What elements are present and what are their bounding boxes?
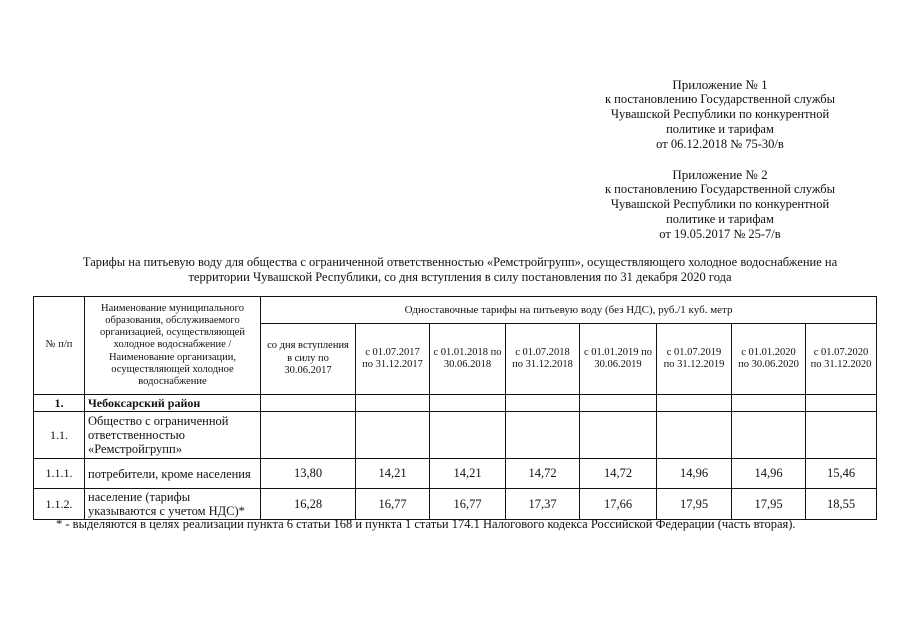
document-title-line: Тарифы на питьевую воду для общества с ограниченной ответственностью «Ремстройгрупп», осуществляющего холодное водоснабжение на bbox=[82, 255, 838, 269]
tariff-value: 14,72 bbox=[506, 459, 580, 489]
table-row-organization bbox=[34, 412, 877, 459]
tariff-value: 14,21 bbox=[356, 459, 430, 489]
annex-2-number: Приложение № 2 bbox=[672, 167, 768, 182]
header-period: с 01.07.2019 по 31.12.2019 bbox=[657, 324, 732, 395]
tariff-value: 13,80 bbox=[261, 459, 356, 489]
annex-2-line: Чувашской Республики по конкурентной bbox=[610, 197, 830, 211]
header-organization-name: Наименование муниципального образования, обслуживаемого организацией, осуществляющей холодное водоснабжение / Наименование организации, осуществляющей холодное водоснабжение bbox=[85, 297, 261, 395]
organization-name: Общество с ограниченной ответственностью «Ремстройгрупп» bbox=[85, 412, 261, 459]
header-period: с 01.07.2017 по 31.12.2017 bbox=[356, 324, 430, 395]
document-title-line: территории Чувашской Республики, со дня вступления в силу постановления по 31 декабря 2020 года bbox=[188, 270, 732, 284]
section-name: Чебоксарский район bbox=[85, 395, 261, 412]
header-tariff-group: Одноставочные тарифы на питьевую воду (без НДС), руб./1 куб. метр bbox=[261, 297, 877, 324]
document-title bbox=[40, 255, 880, 285]
tariff-value: 17,66 bbox=[580, 489, 657, 520]
annex-2-date: от 19.05.2017 № 25-7/в bbox=[659, 227, 781, 241]
tariff-value: 17,95 bbox=[657, 489, 732, 520]
annex-1-line: политике и тарифам bbox=[666, 122, 774, 136]
annex-2-line: политике и тарифам bbox=[666, 212, 774, 226]
row-number: 1.1.2. bbox=[34, 489, 85, 520]
tariff-value: 16,28 bbox=[261, 489, 356, 520]
header-period: с 01.07.2018 по 31.12.2018 bbox=[506, 324, 580, 395]
tariff-value: 14,21 bbox=[430, 459, 506, 489]
annex-2-line: к постановлению Государственной службы bbox=[604, 182, 836, 196]
tariff-value: 17,37 bbox=[506, 489, 580, 520]
row-name: потребители, кроме населения bbox=[85, 459, 261, 489]
tariff-value: 17,95 bbox=[732, 489, 806, 520]
tariff-value: 16,77 bbox=[356, 489, 430, 520]
table-row bbox=[34, 489, 877, 520]
annex-1-line: Чувашской Республики по конкурентной bbox=[610, 107, 830, 121]
row-number: 1.1.1. bbox=[34, 459, 85, 489]
tariff-value: 15,46 bbox=[806, 459, 877, 489]
annex-1-date: от 06.12.2018 № 75-30/в bbox=[656, 137, 784, 151]
table-row bbox=[34, 459, 877, 489]
row-name: население (тарифы указываются с учетом НДС)* bbox=[85, 489, 261, 520]
annex-1-line: к постановлению Государственной службы bbox=[604, 92, 836, 106]
organization-number: 1.1. bbox=[34, 412, 85, 459]
annex-1-block bbox=[600, 77, 840, 152]
tariff-value: 16,77 bbox=[430, 489, 506, 520]
tariff-value: 14,96 bbox=[657, 459, 732, 489]
annex-1-number: Приложение № 1 bbox=[672, 77, 768, 92]
tariff-table bbox=[33, 296, 877, 520]
header-period: с 01.07.2020 по 31.12.2020 bbox=[806, 324, 877, 395]
section-number: 1. bbox=[34, 395, 85, 412]
annex-2-block bbox=[600, 167, 840, 242]
table-row-section bbox=[34, 395, 877, 412]
header-period: со дня вступления в силу по 30.06.2017 bbox=[261, 324, 356, 395]
header-period: с 01.01.2018 по 30.06.2018 bbox=[430, 324, 506, 395]
tariff-value: 18,55 bbox=[806, 489, 877, 520]
header-row-number: № п/п bbox=[34, 297, 85, 395]
tariff-value: 14,72 bbox=[580, 459, 657, 489]
header-period: с 01.01.2020 по 30.06.2020 bbox=[732, 324, 806, 395]
header-period: с 01.01.2019 по 30.06.2019 bbox=[580, 324, 657, 395]
tariff-value: 14,96 bbox=[732, 459, 806, 489]
footnote: * - выделяются в целях реализации пункта 6 статьи 168 и пункта 1 статьи 174.1 Налогового кодекса Российской Федерации (часть вторая). bbox=[56, 517, 796, 531]
